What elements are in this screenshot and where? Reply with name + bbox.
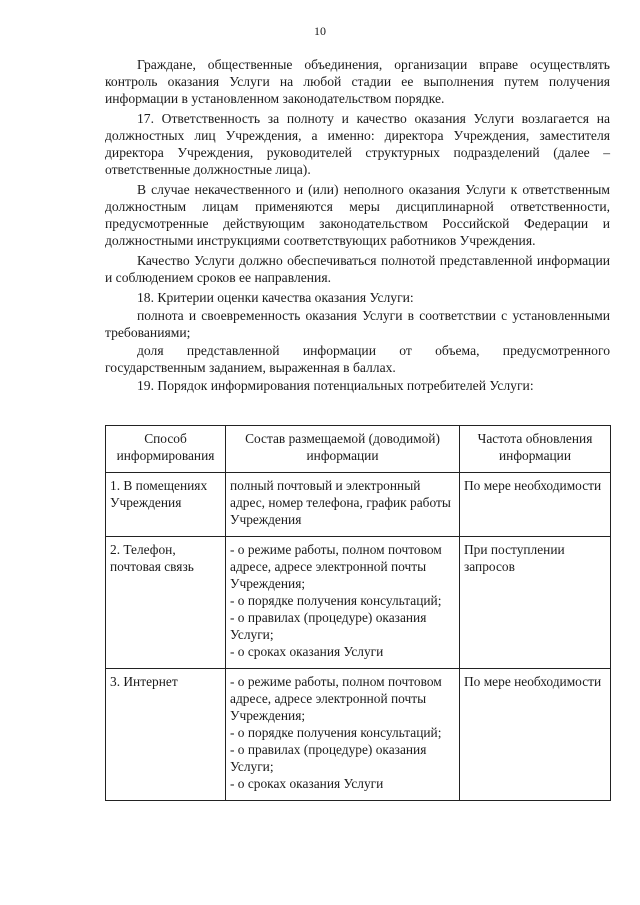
paragraph-criterion-completeness: полнота и своевременность оказания Услуги в соответствии с установленными требованиями;	[105, 308, 610, 340]
content-line: - о сроках оказания Услуги	[230, 776, 384, 791]
content-line: - о правилах (процедуре) оказания Услуги;	[230, 742, 427, 774]
paragraph-19-informing-order: 19. Порядок информирования потенциальных потребителей Услуги:	[137, 378, 534, 393]
paragraph-disciplinary-measures: В случае некачественного и (или) неполного оказания Услуги к ответственным должностным лицам применяются меры дисциплинарной ответственности, предусмотренные действующим законодательством Российской Федерации и должностными инструкциями соответствующих работников Учреждения.	[105, 182, 610, 248]
cell-method: 2. Телефон, почтовая связь	[106, 537, 226, 669]
content-line: - о правилах (процедуре) оказания Услуги;	[230, 610, 427, 642]
cell-content	[226, 537, 460, 669]
content-line: - о сроках оказания Услуги	[230, 644, 384, 659]
cell-method: 1. В помещениях Учреждения	[106, 473, 226, 537]
paragraph-criterion-share: доля представленной информации от объема, предусмотренного государственным заданием, выраженная в баллах.	[105, 343, 610, 375]
paragraph-18-criteria: 18. Критерии оценки качества оказания Услуги:	[137, 290, 414, 305]
cell-frequency: По мере необходимости	[460, 669, 611, 801]
cell-content	[226, 669, 460, 801]
content-line: - о режиме работы, полном почтовом адресе, адресе электронной почты Учреждения;	[230, 674, 442, 723]
content-line: полный почтовый и электронный адрес, номер телефона, график работы Учреждения	[230, 478, 451, 527]
cell-content	[226, 473, 460, 537]
paragraph-service-quality: Качество Услуги должно обеспечиваться полнотой представленной информации и соблюдением сроков ее направления.	[105, 253, 610, 285]
table-row	[106, 537, 611, 669]
page-number: 10	[314, 24, 326, 38]
table-header-row	[106, 426, 611, 473]
cell-frequency: По мере необходимости	[460, 473, 611, 537]
table-row	[106, 669, 611, 801]
cell-frequency: При поступлении запросов	[460, 537, 611, 669]
header-method: Способ информирования	[106, 426, 226, 473]
paragraph-17-responsibility: 17. Ответственность за полноту и качество оказания Услуги возлагается на должностных лиц Учреждения, а именно: директора Учреждения, заместителя директора Учреждения, руководителей структурных подразделений (далее – ответственные должностные лица).	[105, 111, 610, 177]
content-line: - о порядке получения консультаций;	[230, 593, 442, 608]
header-content: Состав размещаемой (доводимой) информации	[226, 426, 460, 473]
document-body	[105, 56, 610, 397]
content-line: - о режиме работы, полном почтовом адресе, адресе электронной почты Учреждения;	[230, 542, 442, 591]
content-line: - о порядке получения консультаций;	[230, 725, 442, 740]
table-row	[106, 473, 611, 537]
header-frequency: Частота обновления информации	[460, 426, 611, 473]
paragraph-citizens-control: Граждане, общественные объединения, организации вправе осуществлять контроль оказания Услуги на любой стадии ее выполнения путем получения информации в установленном законодательством порядке.	[105, 57, 610, 106]
cell-method: 3. Интернет	[106, 669, 226, 801]
informing-table	[105, 425, 611, 801]
